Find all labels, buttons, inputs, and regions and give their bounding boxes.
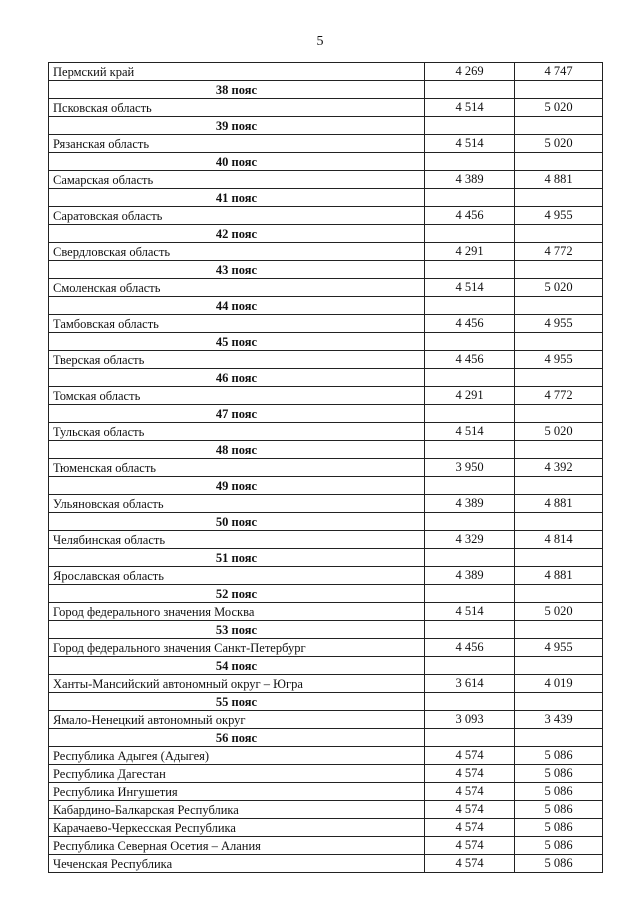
value-column-1: 4 329 (425, 531, 515, 549)
empty-cell (425, 297, 515, 315)
region-name: Самарская область (49, 171, 425, 189)
table-row (49, 783, 603, 801)
empty-cell (515, 81, 603, 99)
zone-header-row (49, 657, 603, 675)
value-column-2: 5 020 (515, 603, 603, 621)
table-row (49, 765, 603, 783)
value-column-2: 4 772 (515, 243, 603, 261)
empty-cell (425, 225, 515, 243)
value-column-2: 5 086 (515, 783, 603, 801)
value-column-2: 5 020 (515, 135, 603, 153)
empty-cell (425, 81, 515, 99)
zone-header-row (49, 225, 603, 243)
value-column-1: 4 456 (425, 639, 515, 657)
empty-cell (515, 729, 603, 747)
zone-label: 48 пояс (49, 441, 425, 459)
region-name: Тульская область (49, 423, 425, 441)
value-column-2: 5 086 (515, 765, 603, 783)
empty-cell (515, 297, 603, 315)
value-column-2: 4 955 (515, 207, 603, 225)
table-row (49, 639, 603, 657)
empty-cell (425, 117, 515, 135)
table-row (49, 315, 603, 333)
region-name: Тамбовская область (49, 315, 425, 333)
region-name: Карачаево-Черкесская Республика (49, 819, 425, 837)
empty-cell (425, 693, 515, 711)
zone-header-row (49, 405, 603, 423)
zone-label: 50 пояс (49, 513, 425, 531)
empty-cell (425, 657, 515, 675)
empty-cell (425, 585, 515, 603)
value-column-2: 3 439 (515, 711, 603, 729)
value-column-1: 4 574 (425, 783, 515, 801)
table-body (49, 63, 603, 873)
zone-header-row (49, 693, 603, 711)
value-column-2: 4 881 (515, 567, 603, 585)
empty-cell (515, 621, 603, 639)
table-row (49, 63, 603, 81)
region-name: Саратовская область (49, 207, 425, 225)
region-name: Ульяновская область (49, 495, 425, 513)
region-name: Свердловская область (49, 243, 425, 261)
table-row (49, 351, 603, 369)
zone-label: 38 пояс (49, 81, 425, 99)
empty-cell (425, 729, 515, 747)
value-column-1: 3 950 (425, 459, 515, 477)
value-column-2: 4 955 (515, 351, 603, 369)
value-column-2: 4 881 (515, 495, 603, 513)
value-column-1: 4 456 (425, 315, 515, 333)
empty-cell (515, 477, 603, 495)
empty-cell (515, 369, 603, 387)
value-column-1: 4 389 (425, 495, 515, 513)
value-column-2: 4 747 (515, 63, 603, 81)
empty-cell (425, 441, 515, 459)
value-column-2: 4 955 (515, 639, 603, 657)
region-name: Тюменская область (49, 459, 425, 477)
page-number: 5 (316, 34, 324, 49)
zone-header-row (49, 729, 603, 747)
empty-cell (515, 117, 603, 135)
value-column-1: 4 574 (425, 819, 515, 837)
value-column-1: 4 389 (425, 171, 515, 189)
table-row (49, 531, 603, 549)
region-name: Кабардино-Балкарская Республика (49, 801, 425, 819)
region-name: Ханты-Мансийский автономный округ – Югра (49, 675, 425, 693)
empty-cell (425, 369, 515, 387)
zone-header-row (49, 441, 603, 459)
value-column-1: 3 093 (425, 711, 515, 729)
value-column-1: 4 574 (425, 855, 515, 873)
value-column-1: 3 614 (425, 675, 515, 693)
empty-cell (425, 405, 515, 423)
zone-label: 46 пояс (49, 369, 425, 387)
value-column-2: 5 086 (515, 819, 603, 837)
zone-header-row (49, 333, 603, 351)
zone-header-row (49, 189, 603, 207)
empty-cell (515, 693, 603, 711)
zone-label: 52 пояс (49, 585, 425, 603)
zone-label: 42 пояс (49, 225, 425, 243)
table-row (49, 207, 603, 225)
tariff-table (48, 62, 603, 873)
zone-header-row (49, 369, 603, 387)
region-name: Пермский край (49, 63, 425, 81)
value-column-1: 4 514 (425, 279, 515, 297)
empty-cell (515, 513, 603, 531)
zone-label: 53 пояс (49, 621, 425, 639)
value-column-2: 4 955 (515, 315, 603, 333)
value-column-1: 4 514 (425, 99, 515, 117)
empty-cell (515, 549, 603, 567)
empty-cell (515, 441, 603, 459)
zone-label: 39 пояс (49, 117, 425, 135)
empty-cell (425, 261, 515, 279)
zone-header-row (49, 621, 603, 639)
region-name: Республика Северная Осетия – Алания (49, 837, 425, 855)
table-row (49, 567, 603, 585)
empty-cell (425, 621, 515, 639)
table-row (49, 747, 603, 765)
value-column-2: 4 881 (515, 171, 603, 189)
value-column-2: 5 086 (515, 855, 603, 873)
value-column-1: 4 514 (425, 135, 515, 153)
table-row (49, 243, 603, 261)
region-name: Республика Ингушетия (49, 783, 425, 801)
region-name: Томская область (49, 387, 425, 405)
value-column-2: 4 019 (515, 675, 603, 693)
table-row (49, 423, 603, 441)
region-name: Ярославская область (49, 567, 425, 585)
table-row (49, 135, 603, 153)
empty-cell (515, 189, 603, 207)
zone-header-row (49, 513, 603, 531)
table-row (49, 171, 603, 189)
region-name: Республика Дагестан (49, 765, 425, 783)
zone-label: 51 пояс (49, 549, 425, 567)
value-column-2: 5 020 (515, 99, 603, 117)
region-name: Ямало-Ненецкий автономный округ (49, 711, 425, 729)
value-column-2: 4 772 (515, 387, 603, 405)
empty-cell (515, 153, 603, 171)
region-name: Псковская область (49, 99, 425, 117)
zone-header-row (49, 153, 603, 171)
zone-label: 40 пояс (49, 153, 425, 171)
zone-header-row (49, 117, 603, 135)
value-column-2: 4 392 (515, 459, 603, 477)
zone-label: 55 пояс (49, 693, 425, 711)
table-row (49, 711, 603, 729)
table-row (49, 819, 603, 837)
zone-header-row (49, 81, 603, 99)
table-row (49, 387, 603, 405)
value-column-2: 5 020 (515, 423, 603, 441)
value-column-2: 4 814 (515, 531, 603, 549)
value-column-1: 4 291 (425, 243, 515, 261)
value-column-1: 4 389 (425, 567, 515, 585)
empty-cell (425, 477, 515, 495)
value-column-1: 4 514 (425, 423, 515, 441)
table-row (49, 279, 603, 297)
value-column-1: 4 514 (425, 603, 515, 621)
region-name: Тверская область (49, 351, 425, 369)
zone-header-row (49, 585, 603, 603)
region-name: Республика Адыгея (Адыгея) (49, 747, 425, 765)
value-column-1: 4 574 (425, 747, 515, 765)
table-row (49, 855, 603, 873)
zone-header-row (49, 549, 603, 567)
empty-cell (425, 189, 515, 207)
value-column-2: 5 086 (515, 801, 603, 819)
table-row (49, 675, 603, 693)
region-name: Город федерального значения Санкт-Петербург (49, 639, 425, 657)
table-row (49, 459, 603, 477)
empty-cell (515, 225, 603, 243)
empty-cell (425, 513, 515, 531)
value-column-2: 5 086 (515, 747, 603, 765)
region-name: Рязанская область (49, 135, 425, 153)
table-row (49, 495, 603, 513)
zone-label: 54 пояс (49, 657, 425, 675)
zone-header-row (49, 297, 603, 315)
value-column-2: 5 086 (515, 837, 603, 855)
zone-label: 43 пояс (49, 261, 425, 279)
table-row (49, 603, 603, 621)
value-column-1: 4 574 (425, 801, 515, 819)
value-column-1: 4 291 (425, 387, 515, 405)
zone-label: 56 пояс (49, 729, 425, 747)
empty-cell (425, 153, 515, 171)
zone-label: 47 пояс (49, 405, 425, 423)
empty-cell (515, 333, 603, 351)
empty-cell (515, 585, 603, 603)
table-row (49, 99, 603, 117)
table-row (49, 801, 603, 819)
value-column-1: 4 269 (425, 63, 515, 81)
value-column-1: 4 574 (425, 837, 515, 855)
empty-cell (515, 657, 603, 675)
zone-header-row (49, 261, 603, 279)
empty-cell (425, 549, 515, 567)
empty-cell (425, 333, 515, 351)
zone-header-row (49, 477, 603, 495)
zone-label: 45 пояс (49, 333, 425, 351)
empty-cell (515, 405, 603, 423)
region-name: Смоленская область (49, 279, 425, 297)
value-column-1: 4 574 (425, 765, 515, 783)
region-name: Город федерального значения Москва (49, 603, 425, 621)
zone-label: 41 пояс (49, 189, 425, 207)
table-row (49, 837, 603, 855)
value-column-1: 4 456 (425, 351, 515, 369)
value-column-1: 4 456 (425, 207, 515, 225)
zone-label: 49 пояс (49, 477, 425, 495)
region-name: Чеченская Республика (49, 855, 425, 873)
value-column-2: 5 020 (515, 279, 603, 297)
empty-cell (515, 261, 603, 279)
zone-label: 44 пояс (49, 297, 425, 315)
region-name: Челябинская область (49, 531, 425, 549)
